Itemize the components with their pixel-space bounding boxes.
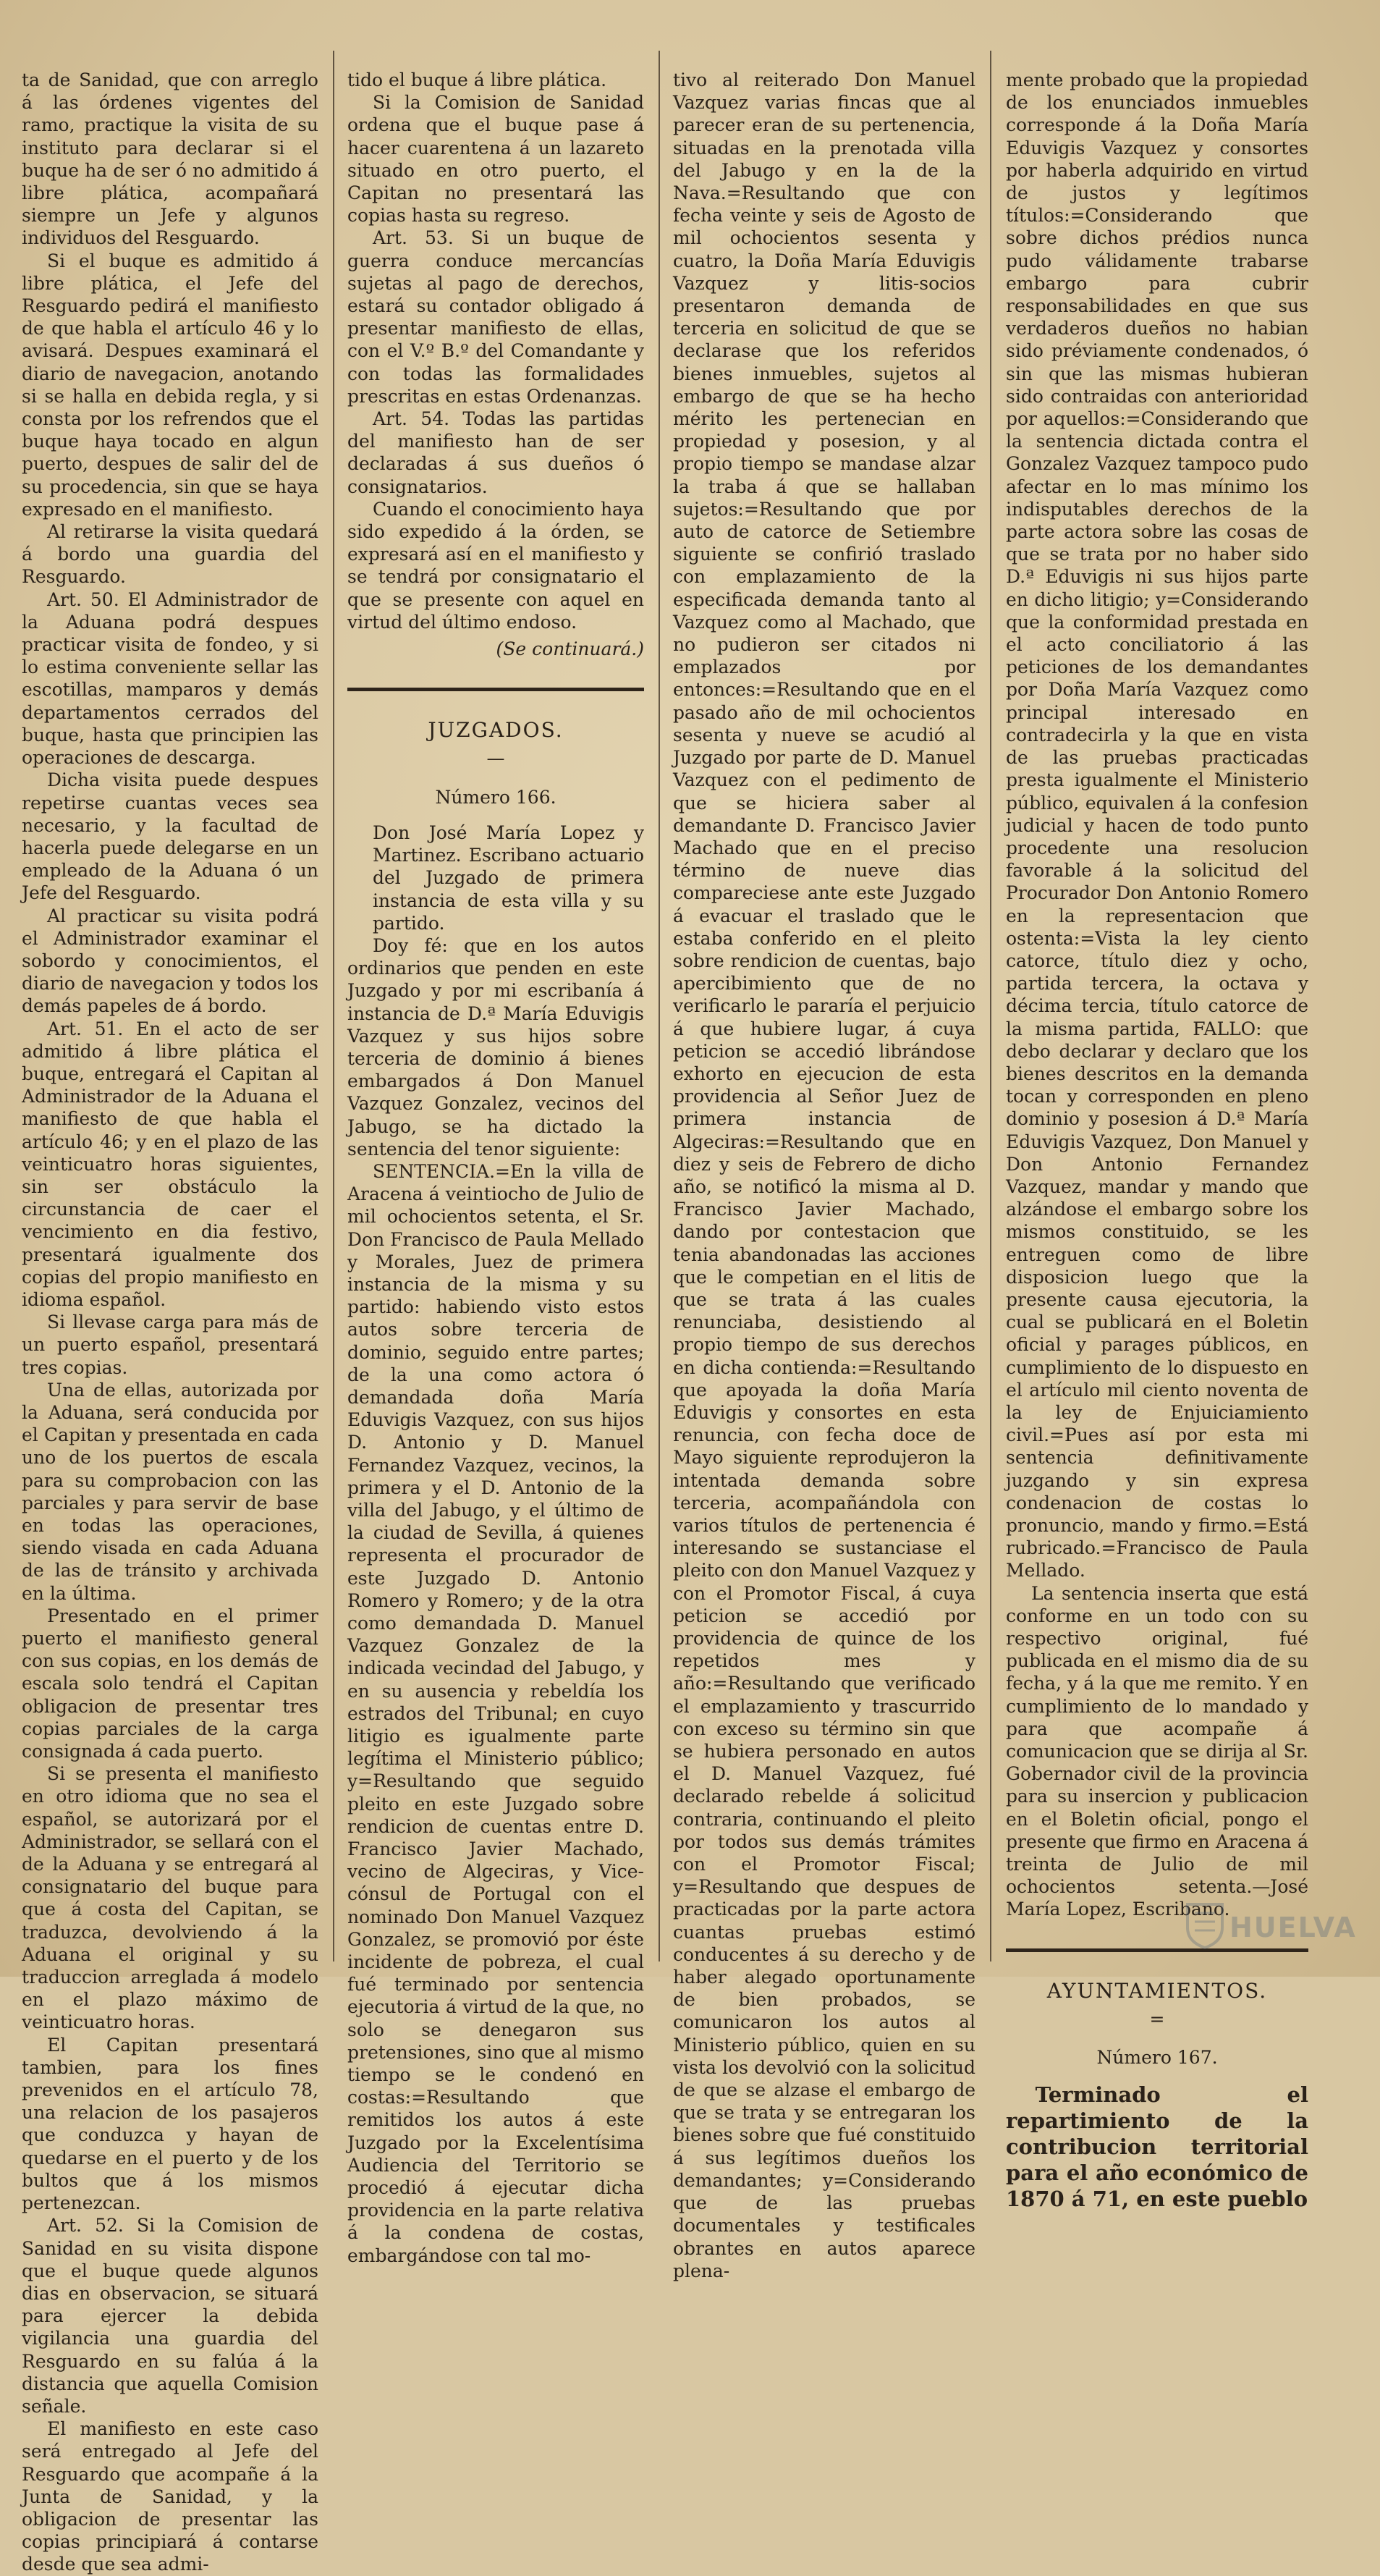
paragraph: Al retirarse la visita quedará á bordo una guardia del Resguardo.: [22, 521, 318, 588]
paragraph: Art. 54. Todas las partidas del manifiesto han de ser declaradas á sus dueños ó consignatarios.: [347, 408, 644, 497]
paragraph: Al practicar su visita podrá el Administrador examinar el sobordo y conocimientos, el diario de navegacion y todos los demás papeles de á bordo.: [22, 905, 318, 1017]
paragraph: tivo al reiterado Don Manuel Vazquez varias fincas que al parecer eran de su pertenencia, situadas en la prenotada villa del Jabugo y en la de la Nava.=Resultando que con fecha veinte y seis de Agosto de mil ochocientos sesenta y cuatro, la Doña María Eduvigis Vazquez y litis-socios presentaron demanda de terceria en solicitud de que se declarase que los referidos bienes inmuebles, sujetos al embargo de que se ha hecho mérito les pertenecian en propiedad y posesion, y al propio tiempo se mandase alzar la traba á que se hallaban sujetos:=Resultando que por auto de catorce de Setiembre siguiente se confirió traslado con emplazamiento de la especificada demanda tanto al Vazquez como al Machado, que no pudieron ser citados ni emplazados por entonces:=Resultando que en el pasado año de mil ochocientos sesenta y nueve se acudió al Juzgado por parte de D. Manuel Vazquez con el pedimento de que se hiciera saber al demandante D. Francisco Javier Machado que en el preciso término de nueve dias compareciese ante este Juzgado á evacuar el traslado que le estaba conferido en el pleito sobre rendicion de cuentas, bajo apercibimiento que de no verificarlo le pararía el perjuicio á que hubiere lugar, á cuya peticion se accedió librándose exhorto en ejecucion de esta providencia al Señor Juez de primera instancia de Algeciras:=Resultando que en diez y seis de Febrero de dicho año, se notificó la misma al D. Francisco Javier Machado, dando por contestacion que tenia abandonadas las acciones que le competian en el litis de que se trata á las cuales renunciaba, desistiendo al propio tiempo de sus derechos en dicha contienda:=Resultando que apoyada la doña María Eduvigis y consortes en esta renuncia, con fecha doce de Mayo siguiente reprodujeron la intentada demanda sobre terceria, acompañándola con varios títulos de pertenencia é interesando se sustanciase el pleito con don Manuel Vazquez y con el Promotor Fiscal, á cuya peticion se accedió por providencia de quince de los repetidos mes y año:=Resultando que verificado el emplazamiento y trascurrido con exceso su término sin que se hubiera personado en autos el D. Manuel Vazquez, fué declarado rebelde á solicitud contraria, continuando el pleito por todos sus demás trámites con el Promotor Fiscal; y=Resultando que despues de practicadas por la parte actora cuantas pruebas estimó conducentes á su derecho y de haber alegado oportunamente de bien probados, se comunicaron los autos al Ministerio público, quien en su vista los devolvió con la solicitud de que se alzase el embargo de que se trata y se entregaran los bienes sobre que fué constituido á sus legítimos dueños los demandantes; y=Considerando que de las pruebas documentales y testificales obrantes en autos aparece plena-: [673, 69, 975, 2281]
continuation-note: (Se continuará.): [496, 638, 644, 660]
item-number: Número 167.: [1096, 2047, 1218, 2069]
section-title: AYUNTAMIENTOS.: [1046, 1978, 1268, 2003]
section-dash: —: [486, 748, 505, 769]
paragraph: Si llevase carga para más de un puerto español, presentará tres copias.: [22, 1312, 318, 1378]
paragraph: Dicha visita puede despues repetirse cuantas veces sea necesario, y la facultad de hacerla puede delegarse en un empleado de la Aduana ó un Jefe del Resguardo.: [22, 769, 318, 904]
paragraph: Cuando el conocimiento haya sido expedido á la órden, se expresará así en el manifiesto y se tendrá por consignatario el que se presente con aquel en virtud del último endoso.: [347, 498, 644, 633]
paragraph: ta de Sanidad, que con arreglo á las órdenes vigentes del ramo, practique la visita de su instituto para declarar si el buque ha de ser ó no admitido á libre plática, acompañará siempre un Jefe y algunos individuos del Resguardo.: [22, 69, 318, 249]
paragraph: SENTENCIA.=En la villa de Aracena á veintiocho de Julio de mil ochocientos setenta, el Sr. Don Francisco de Paula Mellado y Morales, Juez de primera instancia de la misma y su partido: habiendo visto estos autos sobre terceria de dominio, seguido entre partes; de la una como actora ó demandada doña María Eduvigis Vazquez, con sus hijos D. Antonio y D. Manuel Fernandez Vazquez, vecinos, la primera y el D. Antonio de la villa del Jabugo, y el último de la ciudad de Sevilla, á quienes representa el procurador de este Juzgado D. Antonio Romero y Romero; y de la otra como demandada D. Manuel Vazquez Gonzalez de la indicada vecindad del Jabugo, y en su ausencia y rebeldía los estrados del Tribunal; en cuyo litigio es igualmente parte legítima el Ministerio público; y=Resultando que seguido pleito en este Juzgado sobre rendicion de cuentas entre D. Francisco Javier Machado, vecino de Algeciras, y Vice-cónsul de Portugal con el nominado Don Manuel Vazquez Gonzalez, se promovió por éste incidente de pobreza, el cual fué terminado por sentencia ejecutoria á virtud de la que, no solo se denegaron sus pretensiones, sino que al mismo tiempo se le condenó en costas:=Resultando que remitidos los autos á este Juzgado por la Excelentísima Audiencia del Territorio se procedió á ejecutar dicha providencia en la parte relativa á la condena de costas, embargándose con tal mo-: [347, 1160, 644, 2266]
shield-icon: [1185, 1901, 1225, 1949]
paragraph: Si se presenta el manifiesto en otro idioma que no sea el español, se autorizará por el Administrador, se sellará con el de la Aduana y se entregará al consignatario del buque para que á costa del Capitan, se traduzca, devolviendo á la Aduana el original y su traduccion arreglada á modelo en el plazo máximo de veinticuatro horas.: [22, 1763, 318, 2033]
paragraph: Art. 53. Si un buque de guerra conduce mercancías sujetas al pago de derechos, estará su contador obligado á presentar manifiesto de ellas, con el V.º B.º del Comandante y con todas las formalidades prescritas en estas Ordenanzas.: [347, 227, 644, 407]
paragraph: Art. 50. El Administrador de la Aduana podrá despues practicar visita de fondeo, y si lo estima conveniente sellar las escotillas, mamparos y demás departamentos cerrados del buque, hasta que principien las operaciones de descarga.: [22, 588, 318, 769]
paragraph: Doy fé: que en los autos ordinarios que penden en este Juzgado y por mi escribanía á instancia de D.ª María Eduvigis Vazquez y sus hijos sobre terceria de dominio á bienes embargados á Don Manuel Vazquez Gonzalez, vecinos del Jabugo, se ha dictado la sentencia del tenor siguiente:: [347, 934, 644, 1160]
column-3: [673, 69, 975, 2281]
paragraph: Art. 51. En el acto de ser admitido á libre plática el buque, entregará el Capitan al Administrador de la Aduana el manifiesto de que habla el artículo 46; y en el plazo de las veinticuatro horas siguientes, sin ser obstáculo la circunstancia de caer el vencimiento en dia festivo, presentará igualmente dos copias del propio manifiesto en idioma español.: [22, 1018, 318, 1310]
section-rule: [347, 688, 644, 691]
paragraph: La sentencia inserta que está conforme en un todo con su respectivo original, fué publicada en el mismo dia de su fecha, y á la que me remito. Y en cumplimiento de lo mandado y para que acompañe á comunicacion que se dirija al Sr. Gobernador civil de la provincia para su insercion y publicacion en el Boletin oficial, pongo el presente que firmo en Aracena á treinta de Julio de mil ochocientos setenta.—José María Lopez, Escribano.: [1006, 1582, 1308, 1920]
archive-watermark: [1185, 1901, 1357, 1952]
section-dash: =: [1149, 2008, 1165, 2030]
paragraph: Si el buque es admitido á libre plática, el Jefe del Resguardo pedirá el manifiesto de que habla el artículo 46 y lo avisará. Despues examinará el diario de navegacion, anotando si se halla en debida regla, y si consta por los refrendos que el buque haya tocado en algun puerto, despues de salir del de su procedencia, sin que se haya expresado en el manifiesto.: [22, 250, 318, 520]
paragraph: El Capitan presentará tambien, para los fines prevenidos en el artículo 78, una relacion de los pasajeros que conduzca y hayan de quedarse en el puerto y de los bultos que á los mismos pertenezcan.: [22, 2034, 318, 2214]
item-number: Número 166.: [435, 786, 556, 808]
column-divider: [333, 51, 334, 1961]
paragraph: Una de ellas, autorizada por la Aduana, será conducida por el Capitan y presentada en cada uno de los puertos de escala para su comprobacion con las parciales y para servir de base en todas las operaciones, siendo visada en cada Aduana de las de tránsito y archivada en la última.: [22, 1379, 318, 1604]
column-1: [22, 69, 318, 2575]
bold-paragraph: Terminado el repartimiento de la contribucion territorial para el año económico de 1870 á 71, en este pueblo: [1006, 2082, 1308, 2212]
paragraph: El manifiesto en este caso será entregado al Jefe del Resguardo que acompañe á la Junta de Sanidad, y la obligacion de presentar las copias principiará á contarse desde que sea admi-: [22, 2418, 318, 2575]
heading-paragraph: Don José María Lopez y Martinez. Escribano actuario del Juzgado de primera instancia de esta villa y su partido.: [373, 822, 644, 934]
watermark-text: HUELVA: [1229, 1912, 1357, 1943]
column-divider: [659, 51, 660, 1961]
column-divider: [990, 51, 991, 1961]
section-title: JUZGADOS.: [428, 718, 564, 743]
paragraph: Presentado en el primer puerto el manifiesto general con sus copias, en los demás de escala solo tendrá el Capitan obligacion de presentar tres copias parciales de la carga consignada á cada puerto.: [22, 1605, 318, 1762]
paragraph: tido el buque á libre plática.: [347, 69, 607, 90]
paragraph: Art. 52. Si la Comision de Sanidad en su visita dispone que el buque quede algunos dias en observacion, se situará para ejercer la debida vigilancia una guardia del Resguardo en su falúa á la distancia que aquella Comision señale.: [22, 2215, 318, 2417]
paragraph: Si la Comision de Sanidad ordena que el buque pase á hacer cuarentena á un lazareto situado en otro puerto, el Capitan no presentará las copias hasta su regreso.: [347, 92, 644, 227]
column-4: [1006, 69, 1308, 2212]
column-2: [347, 69, 644, 2266]
paragraph: mente probado que la propiedad de los enunciados inmuebles corresponde á la Doña María Eduvigis Vazquez y consortes por haberla adquirido en virtud de justos y legítimos títulos:=Considerando que sobre dichos prédios nunca pudo válidamente trabarse embargo para cubrir responsabilidades en que sus verdaderos dueños no habian sido préviamente condenados, ó sin que las mismas hubieran sido contraidas con anterioridad por aquellos:=Considerando que la sentencia dictada contra el Gonzalez Vazquez tampoco pudo afectar en lo mas mínimo los indisputables derechos de la parte actora sobre las cosas de que se trata por no haber sido D.ª Eduvigis ni sus hijos parte en dicho litigio; y=Considerando que la conformidad prestada en el acto conciliatorio á las peticiones de los demandantes por Doña María Vazquez como principal interesado en contradecirla y la que en vista de las pruebas practicadas presta igualmente el Ministerio público, equivalen á la confesion judicial y hacen de todo punto procedente una resolucion favorable á la solicitud del Procurador Don Antonio Romero en la representacion que ostenta:=Vista la ley ciento catorce, título diez y ocho, partida tercera, la octava y décima tercia, título catorce de la misma partida, FALLO: que debo declarar y declaro que los bienes descritos en la demanda tocan y corresponden en pleno dominio y posesion á D.ª María Eduvigis Vazquez, Don Manuel y Don Antonio Fernandez Vazquez, mandar y mando que alzándose el embargo sobre los mismos constituido, se les entreguen como de libre disposicion luego que la presente causa ejecutoria, la cual se publicará en el Boletin oficial y parages públicos, en cumplimiento de lo dispuesto en el artículo mil ciento noventa de la ley de Enjuiciamiento civil.=Pues así por esta mi sentencia definitivamente juzgando y sin expresa condenacion de costas lo pronuncio, mando y firmo.=Está rubricado.=Francisco de Paula Mellado.: [1006, 69, 1308, 1582]
